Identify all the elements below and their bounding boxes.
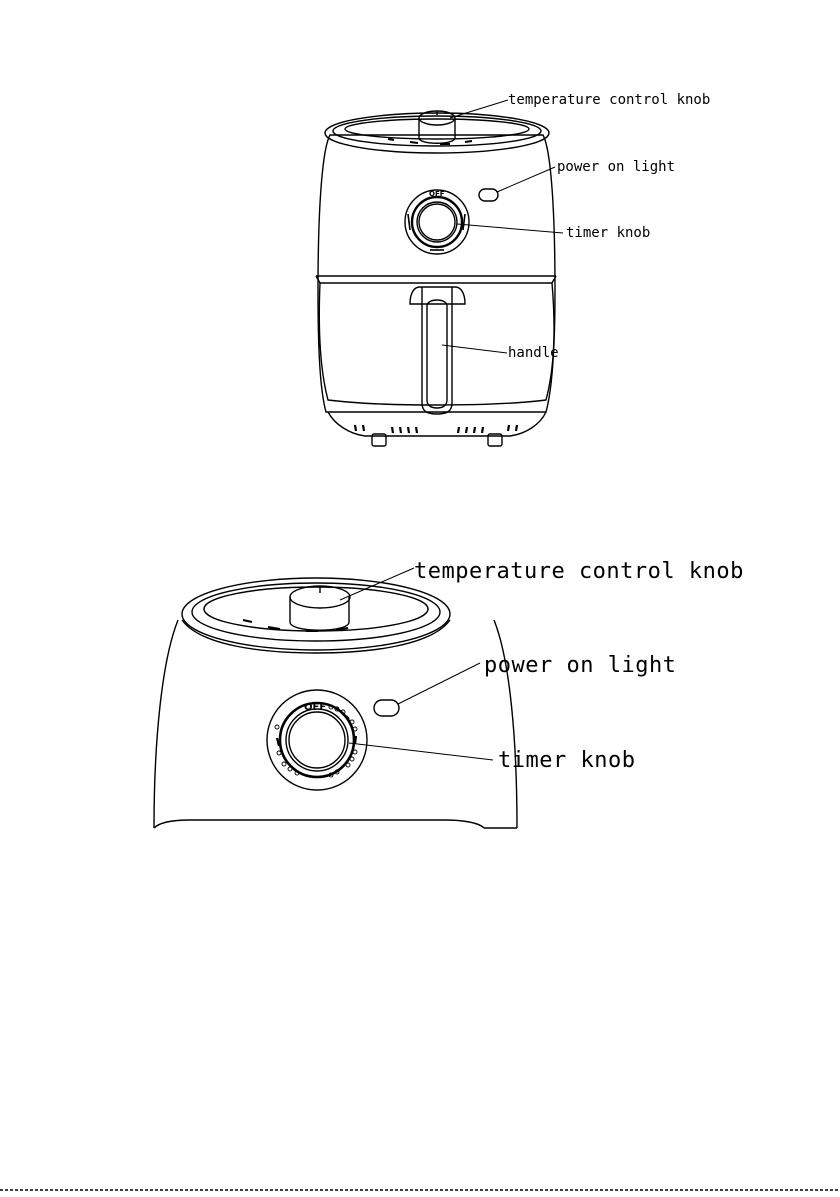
timer-knob-top [405, 190, 469, 254]
temperature-control-knob-closeup [290, 586, 350, 630]
leader-lines-closeup [340, 568, 493, 760]
label-power-on-light-closeup: power on light [484, 653, 677, 678]
label-timer-knob-closeup: timer knob [498, 748, 636, 773]
fryer-body-outline [318, 135, 555, 412]
power-on-light-closeup [374, 700, 399, 716]
power-on-light-top [479, 189, 498, 201]
closeup-body-outline [154, 620, 517, 828]
label-timer-knob-top: timer knob [566, 225, 651, 241]
basket-drawer-top [316, 276, 556, 405]
closeup-drawer-edge [154, 820, 517, 828]
label-handle-top: handle [508, 345, 559, 361]
fryer-base-top [328, 412, 546, 446]
label-temperature-control-knob-closeup: temperature control knob [414, 559, 744, 584]
timer-knob-closeup [267, 690, 367, 790]
handle-top [410, 287, 465, 414]
timer-off-text-top: OFF [429, 190, 445, 198]
figure-control-panel-closeup [154, 559, 744, 828]
timer-off-text-closeup: OFF [304, 702, 327, 713]
closeup-lid [182, 578, 450, 650]
figure-full-air-fryer [316, 92, 710, 446]
base-vents-top [355, 425, 517, 433]
label-power-on-light-top: power on light [557, 159, 676, 175]
label-temperature-control-knob-top: temperature control knob [508, 92, 711, 108]
fryer-lid-rim [333, 116, 541, 146]
